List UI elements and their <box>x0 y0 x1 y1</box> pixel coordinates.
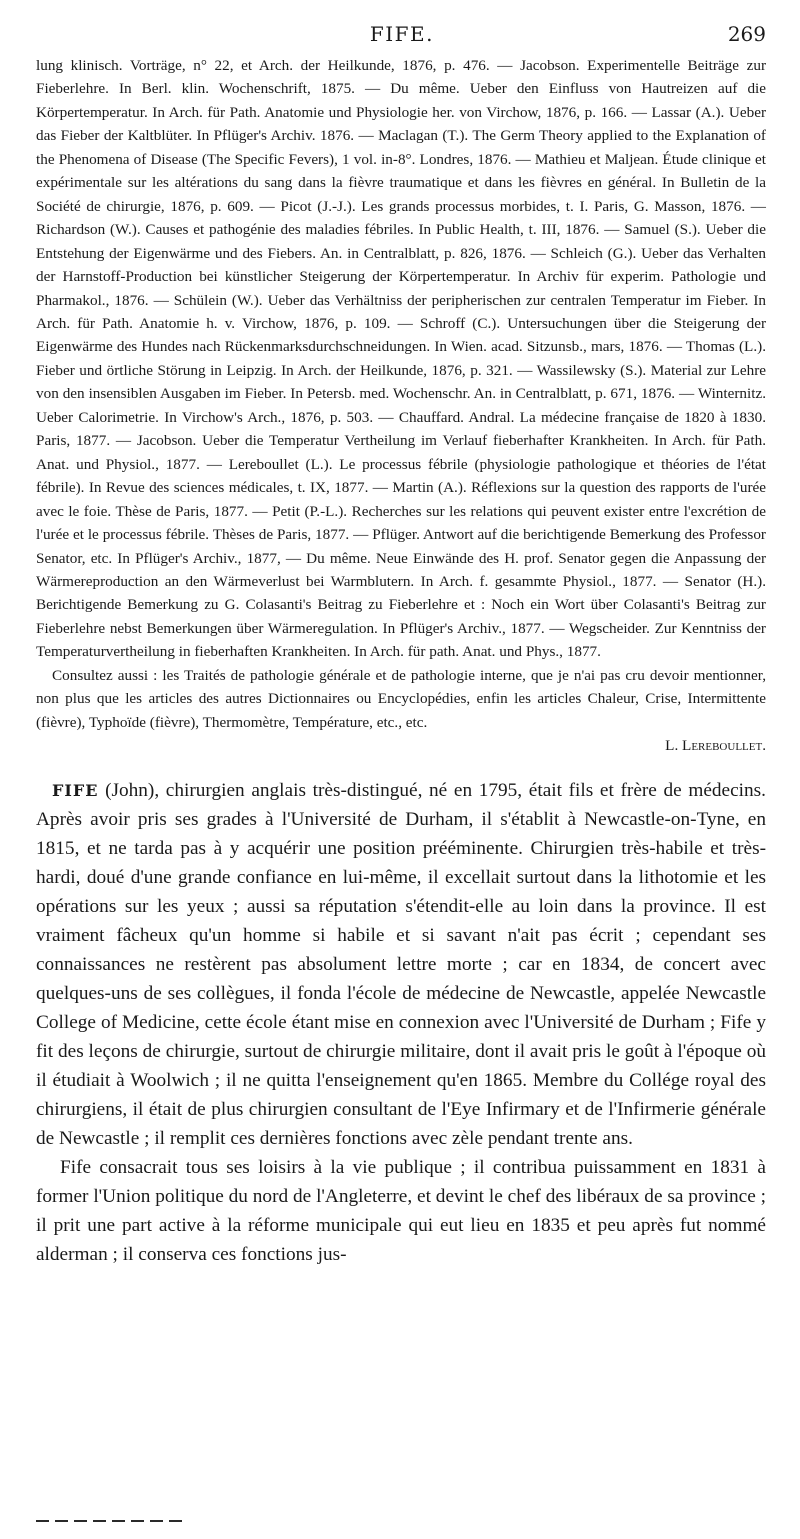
dash <box>169 1520 182 1522</box>
dash <box>36 1520 49 1522</box>
article-paragraph-1 <box>36 776 766 1153</box>
page <box>36 22 766 1269</box>
bibliography-block <box>36 54 766 758</box>
consult-text: Consultez aussi : les Traités de pathologie générale et de pathologie interne, que je n'ai pas cru devoir mentionner, non plus que les articles des autres Dictionnaires ou Encyclopédies, enfin les articles Chaleur, Crise, Intermittente (fièvre), Typhoïde (fièvre), Thermomètre, Température, etc., etc. <box>36 666 766 731</box>
author-signature: L. Lereboullet. <box>665 737 766 755</box>
consult-note <box>36 664 766 758</box>
dash <box>150 1520 163 1522</box>
running-title: FIFE. <box>369 22 434 46</box>
article-fife <box>36 776 766 1269</box>
dash <box>74 1520 87 1522</box>
bibliography-text: lung klinisch. Vorträge, n° 22, et Arch. der Heilkunde, 1876, p. 476. — Jacobson. Experimentelle Beiträge zur Fieberlehre. In Berl. klin. Wochenschrift, 1875. — Du même. Ueber den Einfluss von Hautreizen auf die Körpertemperatur. In Arch. für Path. Anatomie und Physiologie her. von Virchow, 1876, p. 166. — Lassar (A.). Ueber das Fieber der Kaltblüter. In Pflüger's Archiv. 1876. — Maclagan (T.). The Germ Theory applied to the Explanation of the Phenomena of Disease (The Specific Fevers), 1 vol. in-8°. Londres, 1876. — Mathieu et Maljean. Étude clinique et expérimentale sur les altérations du sang dans la fièvre traumatique et dans les fièvres en général. In Bulletin de la Société de chirurgie, 1876, p. 609. — Picot (J.-J.). Les grands processus morbides, t. I. Paris, G. Masson, 1876. — Richardson (W.). Causes et pathogénie des maladies fébriles. In Public Health, t. III, 1876. — Samuel (S.). Ueber die Entstehung der Eigenwärme und des Fiebers. An. in Centralblatt, p. 826, 1876. — Schleich (G.). Ueber das Verhalten der Harnstoff-Production bei künstlicher Steigerung der Körpertemperatur. In Archiv für experim. Pathologie und Pharmakol., 1876. — Schülein (W.). Ueber das Verhältniss der peripherischen zur centralen Temperatur im Fieber. In Arch. für Path. Anatomie h. v. Virchow, 1876, p. 109. — Schroff (C.). Untersuchungen über die Steigerung der Eigenwärme des Hundes nach Rückenmarksdurchschneidungen. In Wien. acad. Sitzunsb., mars, 1876. — Thomas (L.). Fieber und örtliche Störung in Leipzig. In Arch. der Heilkunde, 1876, p. 321. — Wassilewsky (S.). Material zur Lehre von den insensiblen Ausgaben im Fieber. In Petersb. med. Wochenschr. An. in Centralblatt, p. 671, 1876. — Winternitz. Ueber Calorimetrie. In Virchow's Arch., 1876, p. 503. — Chauffard. Andral. La médecine française de 1820 à 1830. Paris, 1877. — Jacobson. Ueber die Temperatur Vertheilung im Verlauf fieberhafter Krankheiten. In Arch. für Path. Anat. und Physiol., 1877. — Lereboullet (L.). Le processus fébrile (physiologie pathologique et théories de l'état fébrile). In Revue des sciences médicales, t. IX, 1877. — Martin (A.). Réflexions sur la question des rapports de l'urée avec le foie. Thèse de Paris, 1877. — Petit (P.-L.). Recherches sur les relations qui peuvent exister entre l'excrétion de l'urée et le processus fébrile. Thèses de Paris, 1877. — Pflüger. Antwort auf die berichtigende Bemerkung des Professor Senator, etc. In Pflüger's Archiv., 1877, — Du même. Neue Einwände des H. prof. Senator gegen die Anpassung der Wärmereproduction an den Wärmeverlust bei Warmblutern. In Arch. f. gesammte Physiol., 1877. — Senator (H.). Berichtigende Bemerkung zu G. Colasanti's Beitrag zu Fieberlehre et : Noch ein Wort über Colasanti's Beitrag zur Fieberlehre nebst Bemerkungen über Wärmeregulation. In Pflüger's Archiv., 1877. — Wegscheider. Zur Kenntniss der Temperaturvertheilung in fieberhaften Krankheiten. In Arch. für path. Anat. und Phys., 1877. <box>36 57 766 661</box>
dash <box>93 1520 106 1522</box>
dash <box>55 1520 68 1522</box>
dash <box>112 1520 125 1522</box>
article-paragraph-1-text: (John), chirurgien anglais très-distingué, né en 1795, était fils et frère de médecins. Après avoir pris ses grades à l'Université de Durham, il s'établit à Newcastle-on-Tyne, en 1815, et ne tarda pas à y acquérir une position prééminente. Chirurgien très-habile et très-hardi, doué d'une grande confiance en lui-même, il excellait surtout dans la lithotomie et les opérations sur les yeux ; aussi sa réputation s'étendit-elle au loin dans la province. Il est vraiment fâcheux qu'un homme si habile et si savant n'ait pas écrit ; cependant ses connaissances ne restèrent pas absolument lettre morte ; car en 1834, de concert avec quelques-uns de ses collègues, il fonda l'école de médecine de Newcastle, appelée Newcastle College of Medicine, cette école étant mise en connexion avec l'Université de Durham ; Fife y fit des leçons de chirurgie, surtout de chirurgie militaire, dont il avait pris le goût à l'époque où il étudiait à Woolwich ; il ne quitta l'enseignement qu'en 1865. Membre du Collége royal des chirurgiens, il était de plus chirurgien consultant de l'Eye Infirmary et de l'Infirmerie générale de Newcastle ; il remplit ces dernières fonctions avec zèle pendant trente ans. <box>36 779 766 1149</box>
footer-dash-line <box>36 1520 182 1522</box>
article-paragraph-2: Fife consacrait tous ses loisirs à la vie publique ; il contribua puissamment en 1831 à former l'Union politique du nord de l'Angleterre, et devint le chef des libéraux de sa province ; il prit une part active à la réforme municipale qui eut lieu en 1835 et peu après fut nommé alderman ; il conserva ces fonctions jus- <box>36 1156 766 1265</box>
page-number: 269 <box>727 22 766 46</box>
article-headword: FIFE <box>52 780 99 800</box>
page-header <box>36 22 766 52</box>
dash <box>131 1520 144 1522</box>
